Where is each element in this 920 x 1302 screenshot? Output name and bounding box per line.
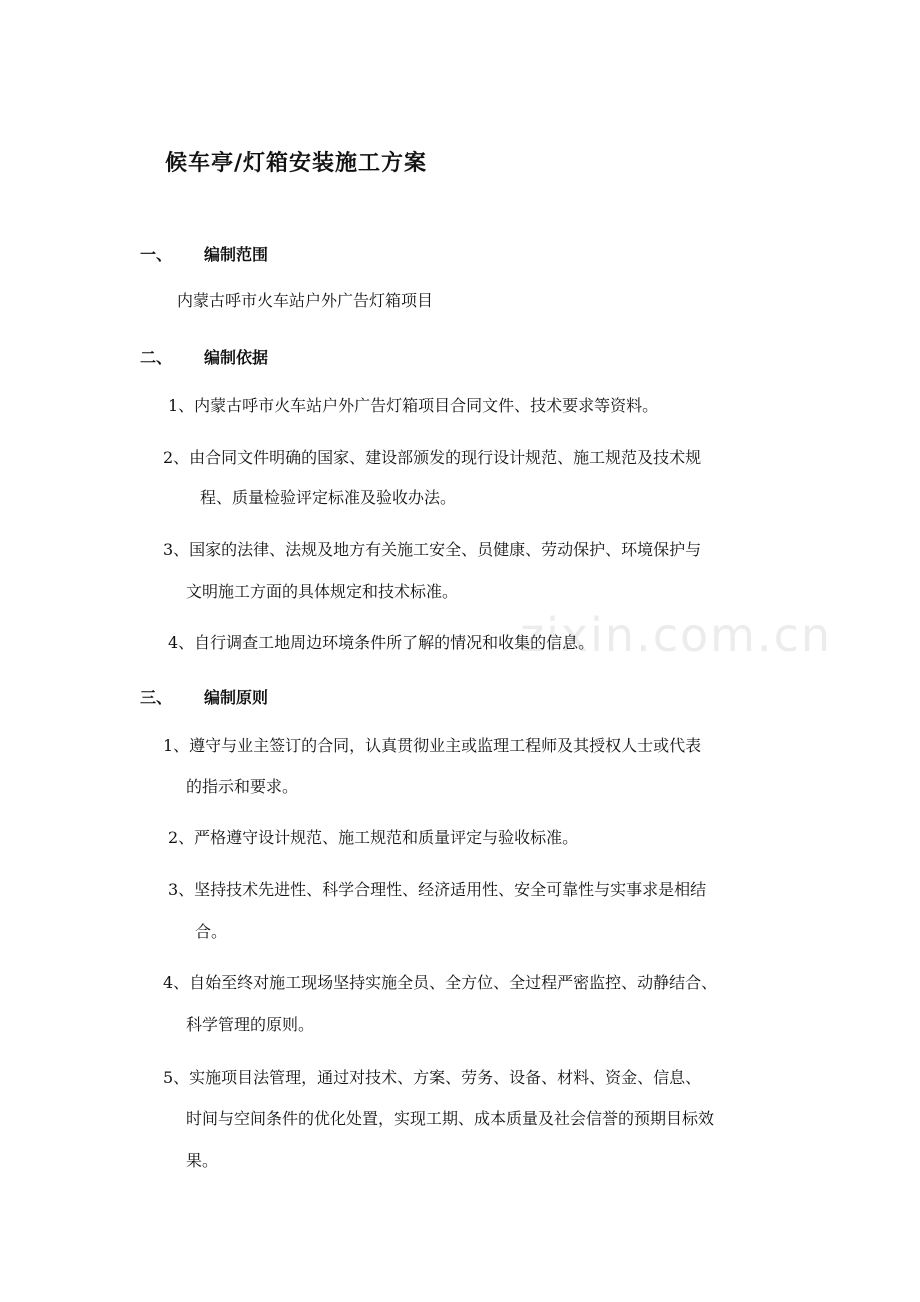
section-heading-principles — [140, 685, 268, 708]
list-item-continuation: 果。 — [186, 1151, 219, 1170]
list-item-continuation: 合。 — [195, 922, 228, 941]
list-item: 5、实施项目法管理，通过对技术、方案、劳务、设备、材料、资金、信息、 — [163, 1068, 702, 1087]
list-item-continuation: 时间与空间条件的优化处置，实现工期、成本质量及社会信誉的预期目标效 — [186, 1109, 715, 1128]
list-item: 4、自始至终对施工现场坚持实施全员、全方位、全过程严密监控、动静结合、 — [163, 973, 718, 992]
list-item: 2、由合同文件明确的国家、建设部颁发的现行设计规范、施工规范及技术规 — [163, 448, 702, 467]
section-title: 编制依据 — [204, 348, 269, 367]
list-item: 3、坚持技术先进性、科学合理性、经济适用性、安全可靠性与实事求是相结 — [168, 880, 707, 899]
list-item: 1、遵守与业主签订的合同，认真贯彻业主或监理工程师及其授权人士或代表 — [163, 736, 702, 755]
section-number: 一、 — [140, 245, 173, 264]
section-title: 编制范围 — [204, 245, 269, 264]
section-number: 二、 — [140, 348, 173, 367]
paragraph-line: 内蒙古呼市火车站户外广告灯箱项目 — [177, 291, 434, 310]
list-item: 3、国家的法律、法规及地方有关施工安全、员健康、劳动保护、环境保护与 — [163, 540, 702, 559]
document-title: 候车亭/灯箱安装施工方案 — [165, 151, 428, 176]
section-heading-basis — [140, 345, 268, 368]
list-item: 2、严格遵守设计规范、施工规范和质量评定与验收标准。 — [168, 828, 579, 847]
watermark: zixin.com.cn — [520, 608, 833, 662]
section-heading-scope — [140, 242, 268, 265]
section-number: 三、 — [140, 688, 173, 707]
list-item-continuation: 程、质量检验评定标准及验收办法。 — [200, 488, 457, 507]
section-title: 编制原则 — [204, 688, 269, 707]
list-item-continuation: 文明施工方面的具体规定和技术标准。 — [186, 582, 459, 601]
list-item: 4、自行调查工地周边环境条件所了解的情况和收集的信息。 — [168, 633, 595, 652]
list-item-continuation: 的指示和要求。 — [186, 777, 299, 796]
list-item: 1、内蒙古呼市火车站户外广告灯箱项目合同文件、技术要求等资料。 — [168, 396, 659, 415]
list-item-continuation: 科学管理的原则。 — [186, 1015, 315, 1034]
